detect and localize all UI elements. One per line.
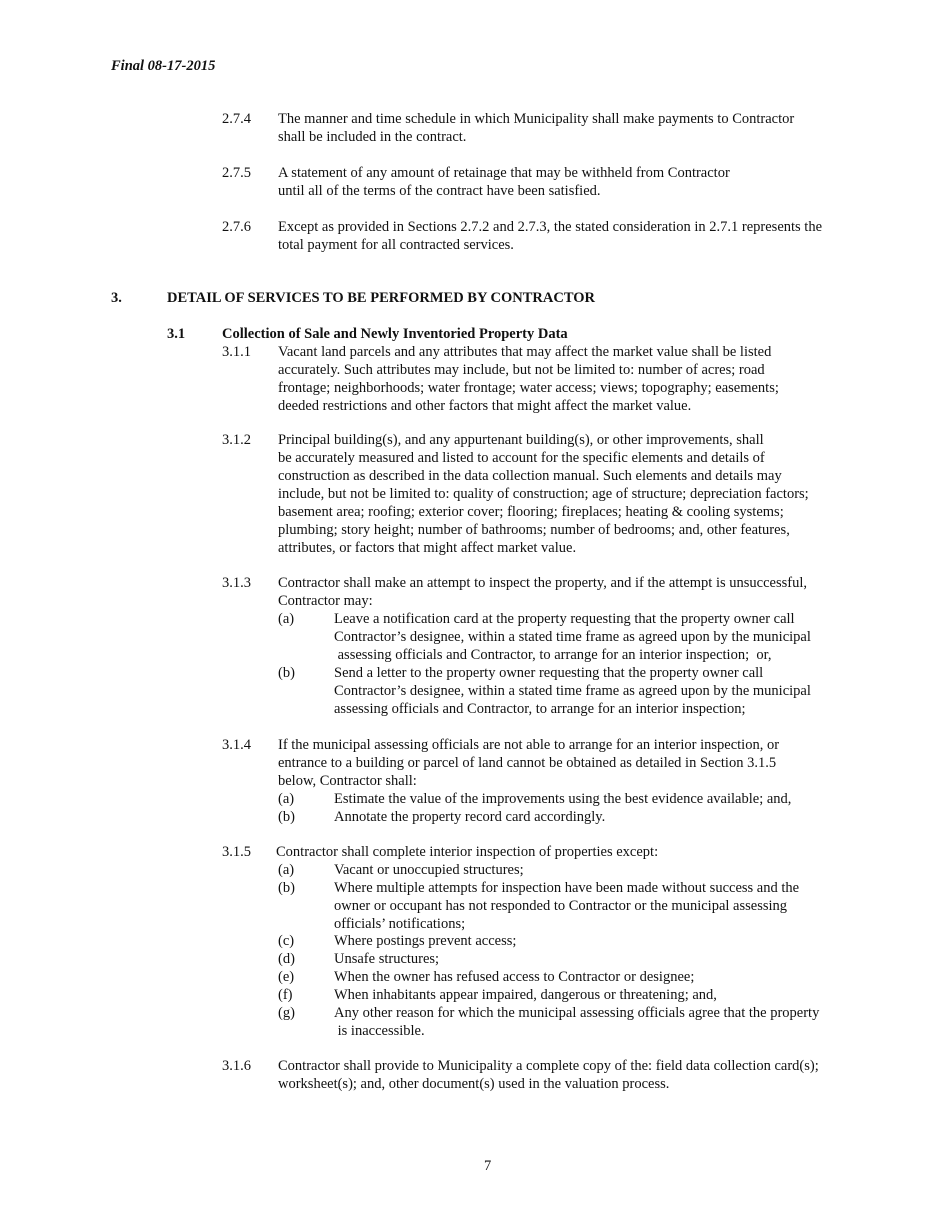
text-line: Where multiple attempts for inspection have been made without success and the — [334, 880, 800, 896]
clause-number: 2.7.6 — [222, 219, 251, 235]
document-header: Final 08-17-2015 — [111, 58, 216, 74]
clause-number: 2.7.5 — [222, 165, 251, 181]
text-line: A statement of any amount of retainage that may be withheld from Contractor — [278, 165, 730, 181]
clause-text — [278, 736, 779, 790]
text-line: Any other reason for which the municipal assessing officials agree that the property — [334, 1005, 820, 1021]
text-line: Contractor may: — [278, 593, 373, 609]
text-line: Contractor shall make an attempt to inspect the property, and if the attempt is unsuccessful, — [278, 575, 807, 591]
clause-number: 3.1.6 — [222, 1058, 251, 1074]
page-number: 7 — [484, 1158, 492, 1174]
text-line: is inaccessible. — [334, 1023, 425, 1039]
item-label: (e) — [278, 969, 295, 985]
text-line: be accurately measured and listed to account for the specific elements and details of — [278, 450, 765, 466]
text-line: Vacant land parcels and any attributes that may affect the market value shall be listed — [278, 344, 772, 360]
text-line: attributes, or factors that might affect market value. — [278, 540, 577, 556]
text-line: Leave a notification card at the property requesting that the property owner call — [334, 611, 795, 627]
text-line: Contractor’s designee, within a stated time frame as agreed upon by the municipal — [334, 683, 811, 699]
text-line: owner or occupant has not responded to Contractor or the municipal assessing — [334, 898, 788, 914]
clause-number: 3.1.1 — [222, 344, 251, 360]
text-line: Contractor’s designee, within a stated time frame as agreed upon by the municipal — [334, 629, 811, 645]
text-line: deeded restrictions and other factors that might affect the market value. — [278, 398, 692, 414]
clause-text — [278, 164, 730, 200]
item-label: (b) — [278, 809, 295, 825]
text-line: plumbing; story height; number of bathrooms; number of bedrooms; and, other features, — [278, 522, 790, 538]
clause-number: 3.1.5 — [222, 844, 251, 860]
clause-number: 2.7.4 — [222, 111, 251, 127]
clause-text — [278, 1057, 819, 1093]
item-text: Vacant or unoccupied structures; — [334, 862, 524, 878]
text-line: include, but not be limited to: quality of construction; age of structure; depreciation factors; — [278, 486, 809, 502]
item-label: (f) — [278, 987, 293, 1003]
clause-number: 3.1.3 — [222, 575, 251, 591]
item-label: (g) — [278, 1005, 295, 1021]
item-text: Where postings prevent access; — [334, 933, 517, 949]
clause-text: Contractor shall complete interior inspection of properties except: — [276, 844, 659, 860]
clause-text — [278, 431, 809, 557]
text-line: Send a letter to the property owner requesting that the property owner call — [334, 665, 764, 681]
item-label: (b) — [278, 665, 295, 681]
text-line: Except as provided in Sections 2.7.2 and 2.7.3, the stated consideration in 2.7.1 represents the — [278, 219, 823, 235]
text-line: accurately. Such attributes may include, but not be limited to: number of acres; road — [278, 362, 765, 378]
text-line: assessing officials and Contractor, to arrange for an interior inspection; — [334, 701, 746, 717]
item-label: (a) — [278, 611, 295, 627]
item-text: Annotate the property record card accordingly. — [334, 809, 606, 825]
text-line: frontage; neighborhoods; water frontage; water access; views; topography; easements; — [278, 380, 779, 396]
item-label: (a) — [278, 791, 295, 807]
item-text: When the owner has refused access to Contractor or designee; — [334, 969, 695, 985]
section-title: DETAIL OF SERVICES TO BE PERFORMED BY CONTRACTOR — [167, 290, 595, 306]
item-text — [334, 1004, 819, 1040]
item-label: (d) — [278, 951, 295, 967]
text-line: If the municipal assessing officials are not able to arrange for an interior inspection, or — [278, 737, 780, 753]
text-line: shall be included in the contract. — [278, 129, 467, 145]
item-text: Unsafe structures; — [334, 951, 440, 967]
text-line: basement area; roofing; exterior cover; flooring; fireplaces; heating & cooling systems; — [278, 504, 784, 520]
text-line: below, Contractor shall: — [278, 773, 417, 789]
item-label: (b) — [278, 880, 295, 896]
item-label: (c) — [278, 933, 295, 949]
clause-number: 3.1.4 — [222, 737, 251, 753]
text-line: Contractor shall provide to Municipality a complete copy of the: field data collection card(s); — [278, 1058, 819, 1074]
text-line: The manner and time schedule in which Municipality shall make payments to Contractor — [278, 111, 795, 127]
text-line: Principal building(s), and any appurtenant building(s), or other improvements, shall — [278, 432, 764, 448]
item-text: Estimate the value of the improvements using the best evidence available; and, — [334, 791, 792, 807]
text-line: assessing officials and Contractor, to arrange for an interior inspection; or, — [334, 647, 772, 663]
text-line: entrance to a building or parcel of land cannot be obtained as detailed in Section 3.1.5 — [278, 755, 777, 771]
text-line: total payment for all contracted services. — [278, 237, 514, 253]
subsection-number: 3.1 — [167, 326, 186, 342]
clause-number: 3.1.2 — [222, 432, 251, 448]
text-line: construction as described in the data collection manual. Such elements and details may — [278, 468, 782, 484]
clause-text — [278, 110, 794, 146]
item-label: (a) — [278, 862, 295, 878]
item-text — [334, 610, 811, 664]
section-number: 3. — [111, 290, 122, 306]
item-text — [334, 664, 811, 718]
item-text: When inhabitants appear impaired, dangerous or threatening; and, — [334, 987, 717, 1003]
text-line: officials’ notifications; — [334, 916, 466, 932]
clause-text — [278, 343, 779, 415]
text-line: worksheet(s); and, other document(s) used in the valuation process. — [278, 1076, 670, 1092]
subsection-title: Collection of Sale and Newly Inventoried Property Data — [222, 326, 568, 342]
clause-text — [278, 218, 822, 254]
text-line: until all of the terms of the contract have been satisfied. — [278, 183, 601, 199]
clause-text — [278, 574, 807, 610]
item-text — [334, 879, 799, 933]
